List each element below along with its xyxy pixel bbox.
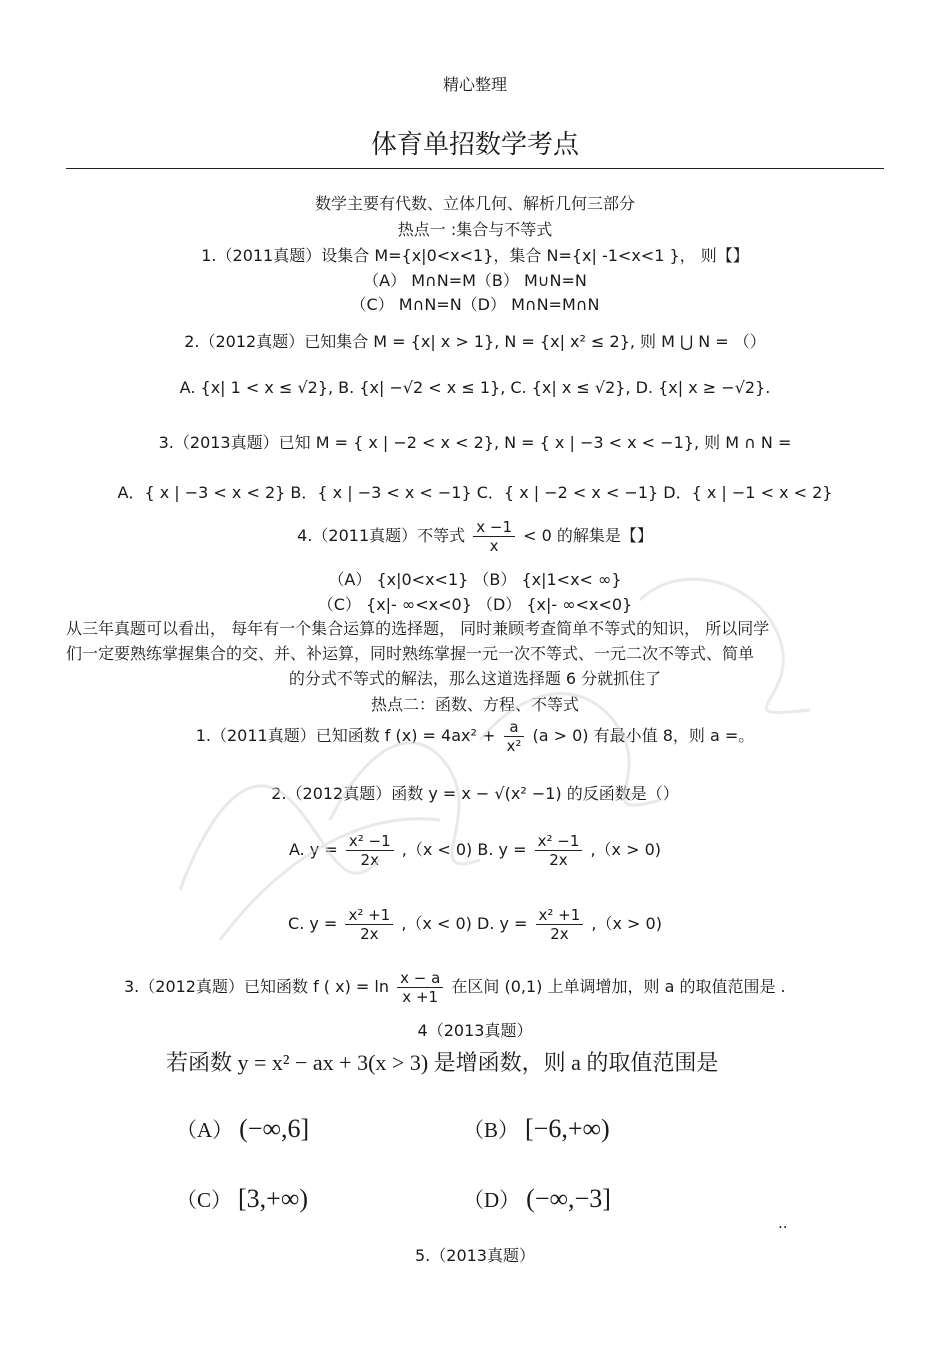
summary-line-2: 们一定要熟练掌握集合的交、并、补运算，同时熟练掌握一元一次不等式、一元二次不等式、简单: [66, 644, 755, 663]
fraction-numerator: a: [504, 718, 525, 737]
fraction-denominator: 2x: [550, 925, 569, 943]
page-title: 体育单招数学考点: [370, 130, 579, 160]
fraction-denominator: x²: [506, 737, 522, 755]
hot1-q3-options: A．{ x | −3 < x < 2} B．{ x | −3 < x < −1} C．{ x | −2 < x < −1} D．{ x | −1 < x < 2}: [117, 483, 833, 502]
header-note: 精心整理: [442, 75, 507, 94]
hot2-q3-post: 在区间 (0,1) 上单调增加，则 a 的取值范围是 .: [451, 977, 786, 996]
hot1-q4-pre: 4.（2011真题）不等式: [297, 526, 466, 545]
option-value: (−∞,6]: [239, 1114, 310, 1143]
hot2-q2-options-ab: [0, 832, 950, 869]
hot2-heading: 热点二：函数、方程、不等式: [370, 695, 579, 714]
option-b-fraction: [535, 832, 583, 869]
hot1-q2-stem: 2.（2012真题）已知集合 M = {x| x > 1}, N = {x| x² ≤ 2}, 则 M ⋃ N = （）: [184, 332, 766, 351]
fraction-numerator: x² +1: [345, 906, 393, 925]
hot2-q3-stem: [124, 969, 786, 1006]
hot1-q4-options-cd: （C） {x|- ∞<x<0} （D） {x|- ∞<x<0}: [317, 595, 633, 614]
hot2-q2-options-cd: [0, 906, 950, 943]
hot2-q5-label: 5.（2013真题）: [415, 1246, 535, 1265]
fraction-denominator: x +1: [402, 988, 439, 1006]
option-b-condition: ,（x > 0): [590, 840, 662, 859]
option-label: （A）: [176, 1118, 234, 1142]
hot1-q1-options-cd: （C） M∩N=N（D） M∩N=M∩N: [350, 295, 600, 314]
hot2-q1-fraction: [504, 718, 525, 755]
hot2-q4-stem: 若函数 y = x² − ax + 3(x > 3) 是增函数，则 a 的取值范围是: [166, 1050, 719, 1075]
hot1-q4-post: < 0 的解集是【】: [523, 526, 653, 545]
hot2-q2-stem: 2.（2012真题）函数 y = x − √(x² −1) 的反函数是（）: [271, 784, 679, 803]
fraction-denominator: x: [489, 537, 499, 555]
hot1-q4-fraction: [473, 518, 515, 555]
hot2-q4-option-c: [176, 1184, 308, 1214]
option-c-fraction: [345, 906, 393, 943]
option-value: [3,+∞): [238, 1184, 309, 1213]
fraction-denominator: 2x: [360, 851, 379, 869]
hot1-heading: 热点一 :集合与不等式: [397, 220, 553, 239]
option-d-condition: ,（x > 0): [591, 914, 662, 933]
fraction-numerator: x² +1: [536, 906, 584, 925]
hot1-q2-options: A. {x| 1 < x ≤ √2}, B. {x| −√2 < x ≤ 1}, C. {x| x ≤ √2}, D. {x| x ≥ −√2}.: [179, 378, 771, 397]
option-c-label: C. y =: [288, 914, 338, 933]
hot2-q3-fraction: [397, 969, 443, 1006]
fraction-numerator: x² −1: [535, 832, 583, 851]
fraction-numerator: x − a: [397, 969, 443, 988]
hot2-q1-pre: 1.（2011真题）已知函数 f (x) = 4ax² +: [195, 726, 496, 745]
option-label: （D）: [463, 1188, 521, 1212]
option-c-condition: ,（x < 0) D. y =: [401, 914, 528, 933]
option-d-fraction: [536, 906, 584, 943]
hot1-q1-options-ab: （A） M∩N=M（B） M∪N=N: [363, 271, 587, 290]
fraction-numerator: x −1: [473, 518, 515, 537]
hot2-q3-pre: 3.（2012真题）已知函数 f ( x) = ln: [124, 977, 389, 996]
hot1-q4-options-ab: （A） {x|0<x<1} （B） {x|1<x< ∞}: [328, 570, 622, 589]
fraction-denominator: 2x: [549, 851, 568, 869]
hot1-q4-stem: [0, 518, 950, 555]
option-label: （C）: [176, 1188, 233, 1212]
hot2-q1-stem: [0, 718, 950, 755]
hot2-q4-option-a: [176, 1114, 309, 1144]
hot1-q3-stem: 3.（2013真题）已知 M = { x | −2 < x < 2}, N = { x | −3 < x < −1}, 则 M ∩ N =: [158, 433, 792, 452]
option-label: （B）: [463, 1118, 520, 1142]
summary-line-1: 从三年真题可以看出， 每年有一个集合运算的选择题， 同时兼顾考查简单不等式的知识， 所以同学: [66, 619, 770, 638]
trailing-dots: ..: [778, 1214, 788, 1232]
hot1-q1-stem: 1.（2011真题）设集合 M={x|0<x<1}，集合 N={x| -1<x<1 }， 则【】: [201, 246, 749, 265]
fraction-numerator: x² −1: [346, 832, 394, 851]
title-divider: [66, 168, 884, 169]
option-value: (−∞,−3]: [526, 1184, 611, 1213]
option-value: [−6,+∞): [525, 1114, 610, 1143]
summary-line-3: 的分式不等式的解法，那么这道选择题 6 分就抓住了: [288, 669, 662, 688]
option-a-condition: ,（x < 0) B. y =: [401, 840, 527, 859]
intro-text: 数学主要有代数、立体几何、解析几何三部分: [314, 194, 635, 213]
hot2-q4-option-d: [463, 1184, 611, 1214]
fraction-denominator: 2x: [360, 925, 379, 943]
option-a-label: A. y =: [288, 840, 338, 859]
hot2-q4-option-b: [463, 1114, 610, 1144]
hot2-q4-label: 4（2013真题）: [417, 1021, 533, 1040]
hot2-q1-post: (a > 0) 有最小值 8，则 a =。: [532, 726, 755, 745]
option-a-fraction: [346, 832, 394, 869]
